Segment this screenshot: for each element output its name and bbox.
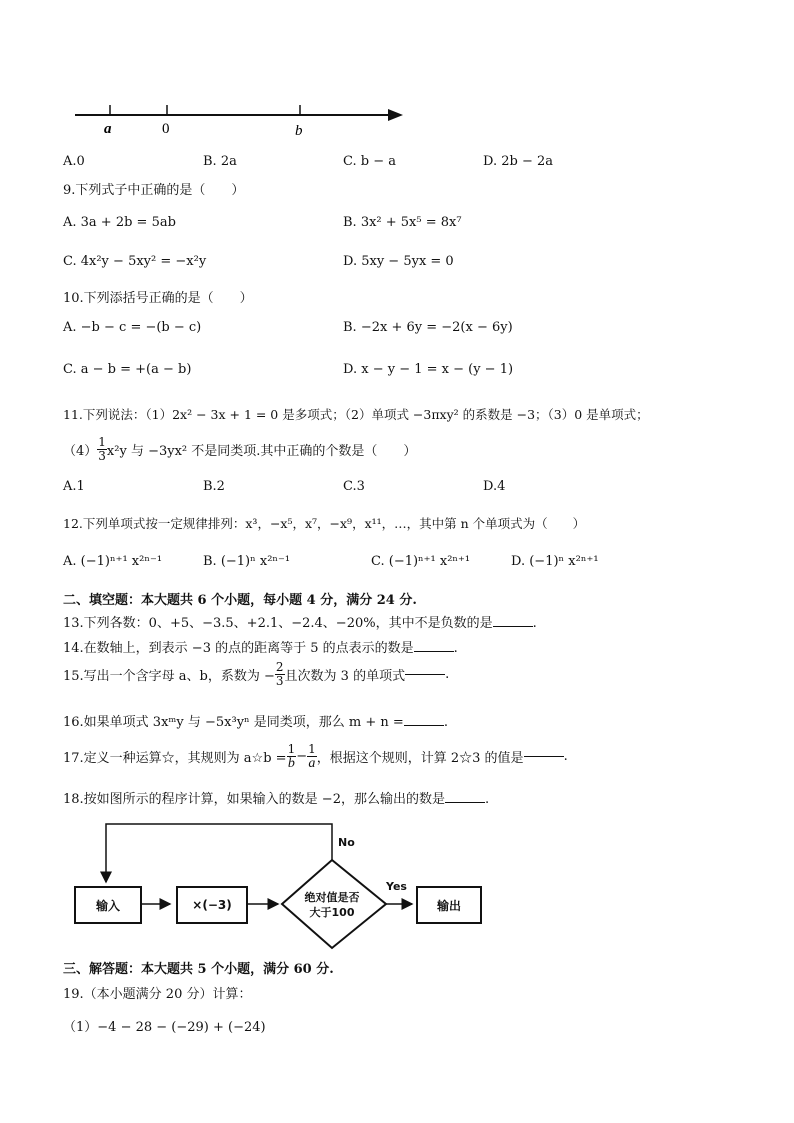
q17-fraction-2 xyxy=(307,743,317,770)
q9-stem: 9.下列式子中正确的是（ ） xyxy=(63,183,245,198)
q14-end: . xyxy=(453,641,458,656)
q11-option-a: A.1 xyxy=(63,479,85,494)
q18-text: 18.按如图所示的程序计算，如果输入的数是 −2，那么输出的数是 xyxy=(63,792,445,807)
q9-option-d: D. 5xy − 5yx = 0 xyxy=(343,254,454,269)
q10-stem: 10.下列添括号正确的是（ ） xyxy=(63,291,253,306)
q17-fraction-2-denominator: a xyxy=(308,756,316,771)
q17-fraction-1-numerator: 1 xyxy=(287,742,296,756)
q17-answer-blank[interactable] xyxy=(524,756,564,757)
flowchart-yes-label: Yes xyxy=(386,880,407,893)
q17-minus: − xyxy=(296,749,308,764)
flowchart-output-box: 输出 xyxy=(416,886,482,924)
q16-text: 16.如果单项式 3xᵐy 与 −5x³yⁿ 是同类项，那么 m + n = xyxy=(63,715,404,730)
q15-fraction-denominator: 3 xyxy=(275,674,284,688)
q14-answer-blank[interactable] xyxy=(414,651,454,652)
q15-text-2: 且次数为 3 的单项式 xyxy=(284,669,406,684)
q12-option-c: C. (−1)ⁿ⁺¹ x²ⁿ⁺¹ xyxy=(371,554,471,569)
q11-line2-prefix: （4） xyxy=(63,444,98,459)
q11-fraction xyxy=(97,436,107,463)
q17-text: 17.定义一种运算☆，其规则为 a☆b = xyxy=(63,751,287,766)
q18 xyxy=(63,788,489,807)
q11-line2-text: x²y 与 −3yx² 不是同类项.其中正确的个数是（ ） xyxy=(106,444,417,459)
q9-option-c: C. 4x²y − 5xy² = −x²y xyxy=(63,254,207,269)
q17 xyxy=(63,743,568,770)
number-line-label-a: a xyxy=(104,121,112,137)
q9-option-b: B. 3x² + 5x⁵ = 8x⁷ xyxy=(343,215,462,230)
q16 xyxy=(63,711,448,730)
q17-fraction-1 xyxy=(287,743,297,770)
q15-answer-blank[interactable] xyxy=(405,674,445,675)
q15-fraction-numerator: 2 xyxy=(275,660,284,674)
number-line-label-0: 0 xyxy=(162,121,170,137)
q13 xyxy=(63,612,537,631)
q10-option-b: B. −2x + 6y = −2(x − 6y) xyxy=(343,320,513,335)
q12-option-a: A. (−1)ⁿ⁺¹ x²ⁿ⁻¹ xyxy=(63,554,163,569)
q16-answer-blank[interactable] xyxy=(404,725,444,726)
number-line xyxy=(70,95,415,140)
q11-fraction-denominator: 3 xyxy=(98,449,106,463)
flowchart-no-label: No xyxy=(338,836,355,849)
q11-option-d: D.4 xyxy=(483,479,506,494)
q15-fraction xyxy=(275,661,285,688)
flowchart-decision-line2: 大于100 xyxy=(309,906,355,919)
q9-option-a: A. 3a + 2b = 5ab xyxy=(63,215,176,230)
q10-option-c: C. a − b = +(a − b) xyxy=(63,362,192,377)
q11-option-c: C.3 xyxy=(343,479,365,494)
flowchart-decision xyxy=(290,890,374,920)
section-2-heading: 二、填空题：本大题共 6 个小题，每小题 4 分，满分 24 分. xyxy=(63,593,417,608)
q17-fraction-1-denominator: b xyxy=(287,756,295,771)
q13-answer-blank[interactable] xyxy=(493,626,533,627)
q18-end: . xyxy=(484,792,490,807)
q10-option-d: D. x − y − 1 = x − (y − 1) xyxy=(343,362,514,377)
q14-text: 14.在数轴上，到表示 −3 的点的距离等于 5 的点表示的数是 xyxy=(63,641,414,656)
q8-option-c: C. b − a xyxy=(343,154,396,169)
flowchart-decision-line1: 绝对值是否 xyxy=(304,891,360,904)
q19-part1: （1）−4 − 28 − (−29) + (−24) xyxy=(63,1020,266,1035)
q10-option-a: A. −b − c = −(b − c) xyxy=(63,320,202,335)
section-3-heading: 三、解答题：本大题共 5 个小题，满分 60 分. xyxy=(63,962,334,977)
q18-answer-blank[interactable] xyxy=(445,802,485,803)
flowchart xyxy=(70,820,490,950)
q19-stem: 19.（本小题满分 20 分）计算： xyxy=(63,987,252,1002)
flowchart-multiply-box: ×(−3) xyxy=(176,886,248,924)
q11-line2 xyxy=(63,436,416,463)
flowchart-connectors xyxy=(70,820,490,950)
q12-option-b: B. (−1)ⁿ x²ⁿ⁻¹ xyxy=(203,554,291,569)
q11-line1: 11.下列说法：（1）2x² − 3x + 1 = 0 是多项式；（2）单项式 −3πxy² 的系数是 −3；（3）0 是单项式； xyxy=(63,407,649,422)
flowchart-input-box: 输入 xyxy=(74,886,142,924)
q14 xyxy=(63,637,458,656)
q16-end: . xyxy=(443,715,448,730)
number-line-label-b: b xyxy=(295,123,303,139)
q8-option-b: B. 2a xyxy=(203,154,237,169)
q15-end: . xyxy=(445,667,450,682)
q12-option-d: D. (−1)ⁿ x²ⁿ⁺¹ xyxy=(511,554,599,569)
q17-fraction-2-numerator: 1 xyxy=(308,742,316,756)
q15 xyxy=(63,661,449,688)
q15-text: 15.写出一个含字母 a、b，系数为 − xyxy=(63,669,275,684)
q11-option-b: B.2 xyxy=(203,479,225,494)
q13-text: 13.下列各数：0、+5、−3.5、+2.1、−2.4、−20%，其中不是负数的是 xyxy=(63,616,493,631)
q8-option-d: D. 2b − 2a xyxy=(483,154,553,169)
q12-stem: 12.下列单项式按一定规律排列：x³，−x⁵，x⁷，−x⁹，x¹¹，…，其中第 n 个单项式为（ ） xyxy=(63,516,586,531)
q17-text-2: ，根据这个规则，计算 2☆3 的值是 xyxy=(316,751,524,766)
q11-fraction-numerator: 1 xyxy=(98,435,106,449)
q13-end: . xyxy=(532,616,537,631)
q17-end: . xyxy=(563,749,568,764)
q8-option-a: A.0 xyxy=(63,154,85,169)
